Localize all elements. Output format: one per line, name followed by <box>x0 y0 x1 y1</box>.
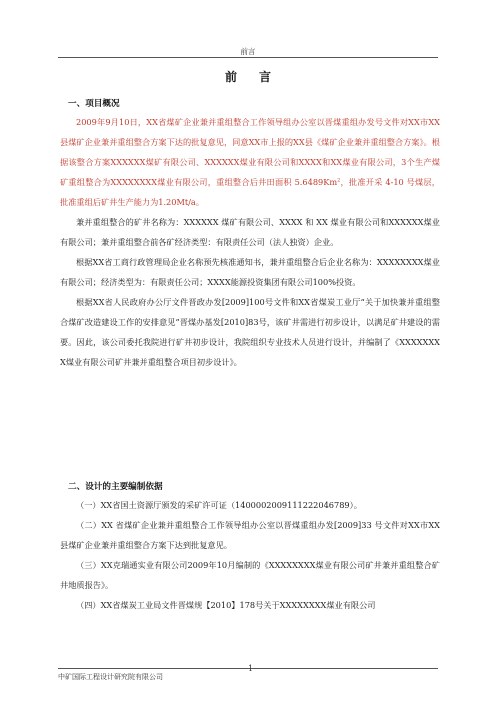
list-item: （四）XX省煤炭工业局文件晋煤规【2010】178号关于XXXXXXXX煤业有限公司 <box>76 600 376 610</box>
paragraph-design-basis: 根据XX省人民政府办公厅文件晋政办发[2009]100号文件和XX省煤炭工业厅“关于加快兼并重组整合煤矿改造建设工作的安排意见”晋煤办基发[2010]83号，该矿井需进行初步设计，以满足矿井建设的需要。因此，该公司委托我院进行矿井初步设计，我院组织专业技术人员进行设计，并编制了《XXXXXXXX煤业有限公司矿井兼并重组整合项目初步设计》。 <box>60 297 440 367</box>
section-2-body <box>60 495 440 615</box>
page-footer <box>58 664 438 684</box>
header-rule <box>58 57 438 58</box>
header-title: 前言 <box>240 47 256 56</box>
section-1 <box>60 97 440 109</box>
page-number: 1 <box>248 664 254 673</box>
page-title: 前言 <box>224 70 293 84</box>
p1-superscript: 2 <box>337 177 341 184</box>
list-item: （三）XX克瑞通实业有限公司2009年10月编制的《XXXXXXXX煤业有限公司矿井兼并重组整合矿井地质报告》。 <box>60 560 440 590</box>
list-item: （二）XX 省煤矿企业兼并重组整合工作领导组办公室以晋煤重组办发[2009]33 号文件对XX市XX县煤矿企业兼并重组整合方案下达到批复意见。 <box>60 520 440 550</box>
section-2-heading: 二、设计的主要编制依据 <box>68 482 163 492</box>
footer-company: 中矿国际工程设计研究院有限公司 <box>58 673 163 681</box>
list-item: （一）XX省国土资源厅颁发的采矿许可证（1400002009111222046789）。 <box>76 500 362 510</box>
paragraph-mine-names: 兼并重组整合的矿井名称为：XXXXXX 煤矿有限公司、XXXX 和 XX 煤业有限公司和XXXXXX煤业有限公司；兼并重组整合前各矿经济类型：有限责任公司（法人独资）企业。 <box>60 217 440 247</box>
section-1-body <box>60 112 440 372</box>
section-2 <box>60 480 440 492</box>
page-header <box>58 46 438 58</box>
section-1-heading: 一、项目概况 <box>68 99 120 109</box>
paragraph-project-overview <box>60 112 440 212</box>
paragraph-company-name: 根据XX省工商行政管理局企业名称预先核准通知书，兼并重组整合后企业名称为：XXXXXXXX煤业有限公司；经济类型为：有限责任公司；XXXX能源投资集团有限公司100%投资。 <box>60 257 440 287</box>
p1-tail: ，批准开采 4-10 号煤层，批准重组后矿井生产能力为1.20Mt/a。 <box>60 177 440 207</box>
p1-text: 2009年9月10日，XX省煤矿企业兼并重组整合工作领导组办公室以晋煤重组办发号文件对XX市XX县煤矿企业兼并重组整合方案下达的批复意见，同意XX市上报的XX县《煤矿企业兼并重组整合方案》。根据该整合方案XXXXXX煤矿有限公司、XXXXXX煤业有限公司和XXXX和XX煤业有限公司，3个生产煤矿重组整合为XXXXXXXX煤业有限公司，重组整合后井田面积 5.6489Km <box>60 117 440 187</box>
